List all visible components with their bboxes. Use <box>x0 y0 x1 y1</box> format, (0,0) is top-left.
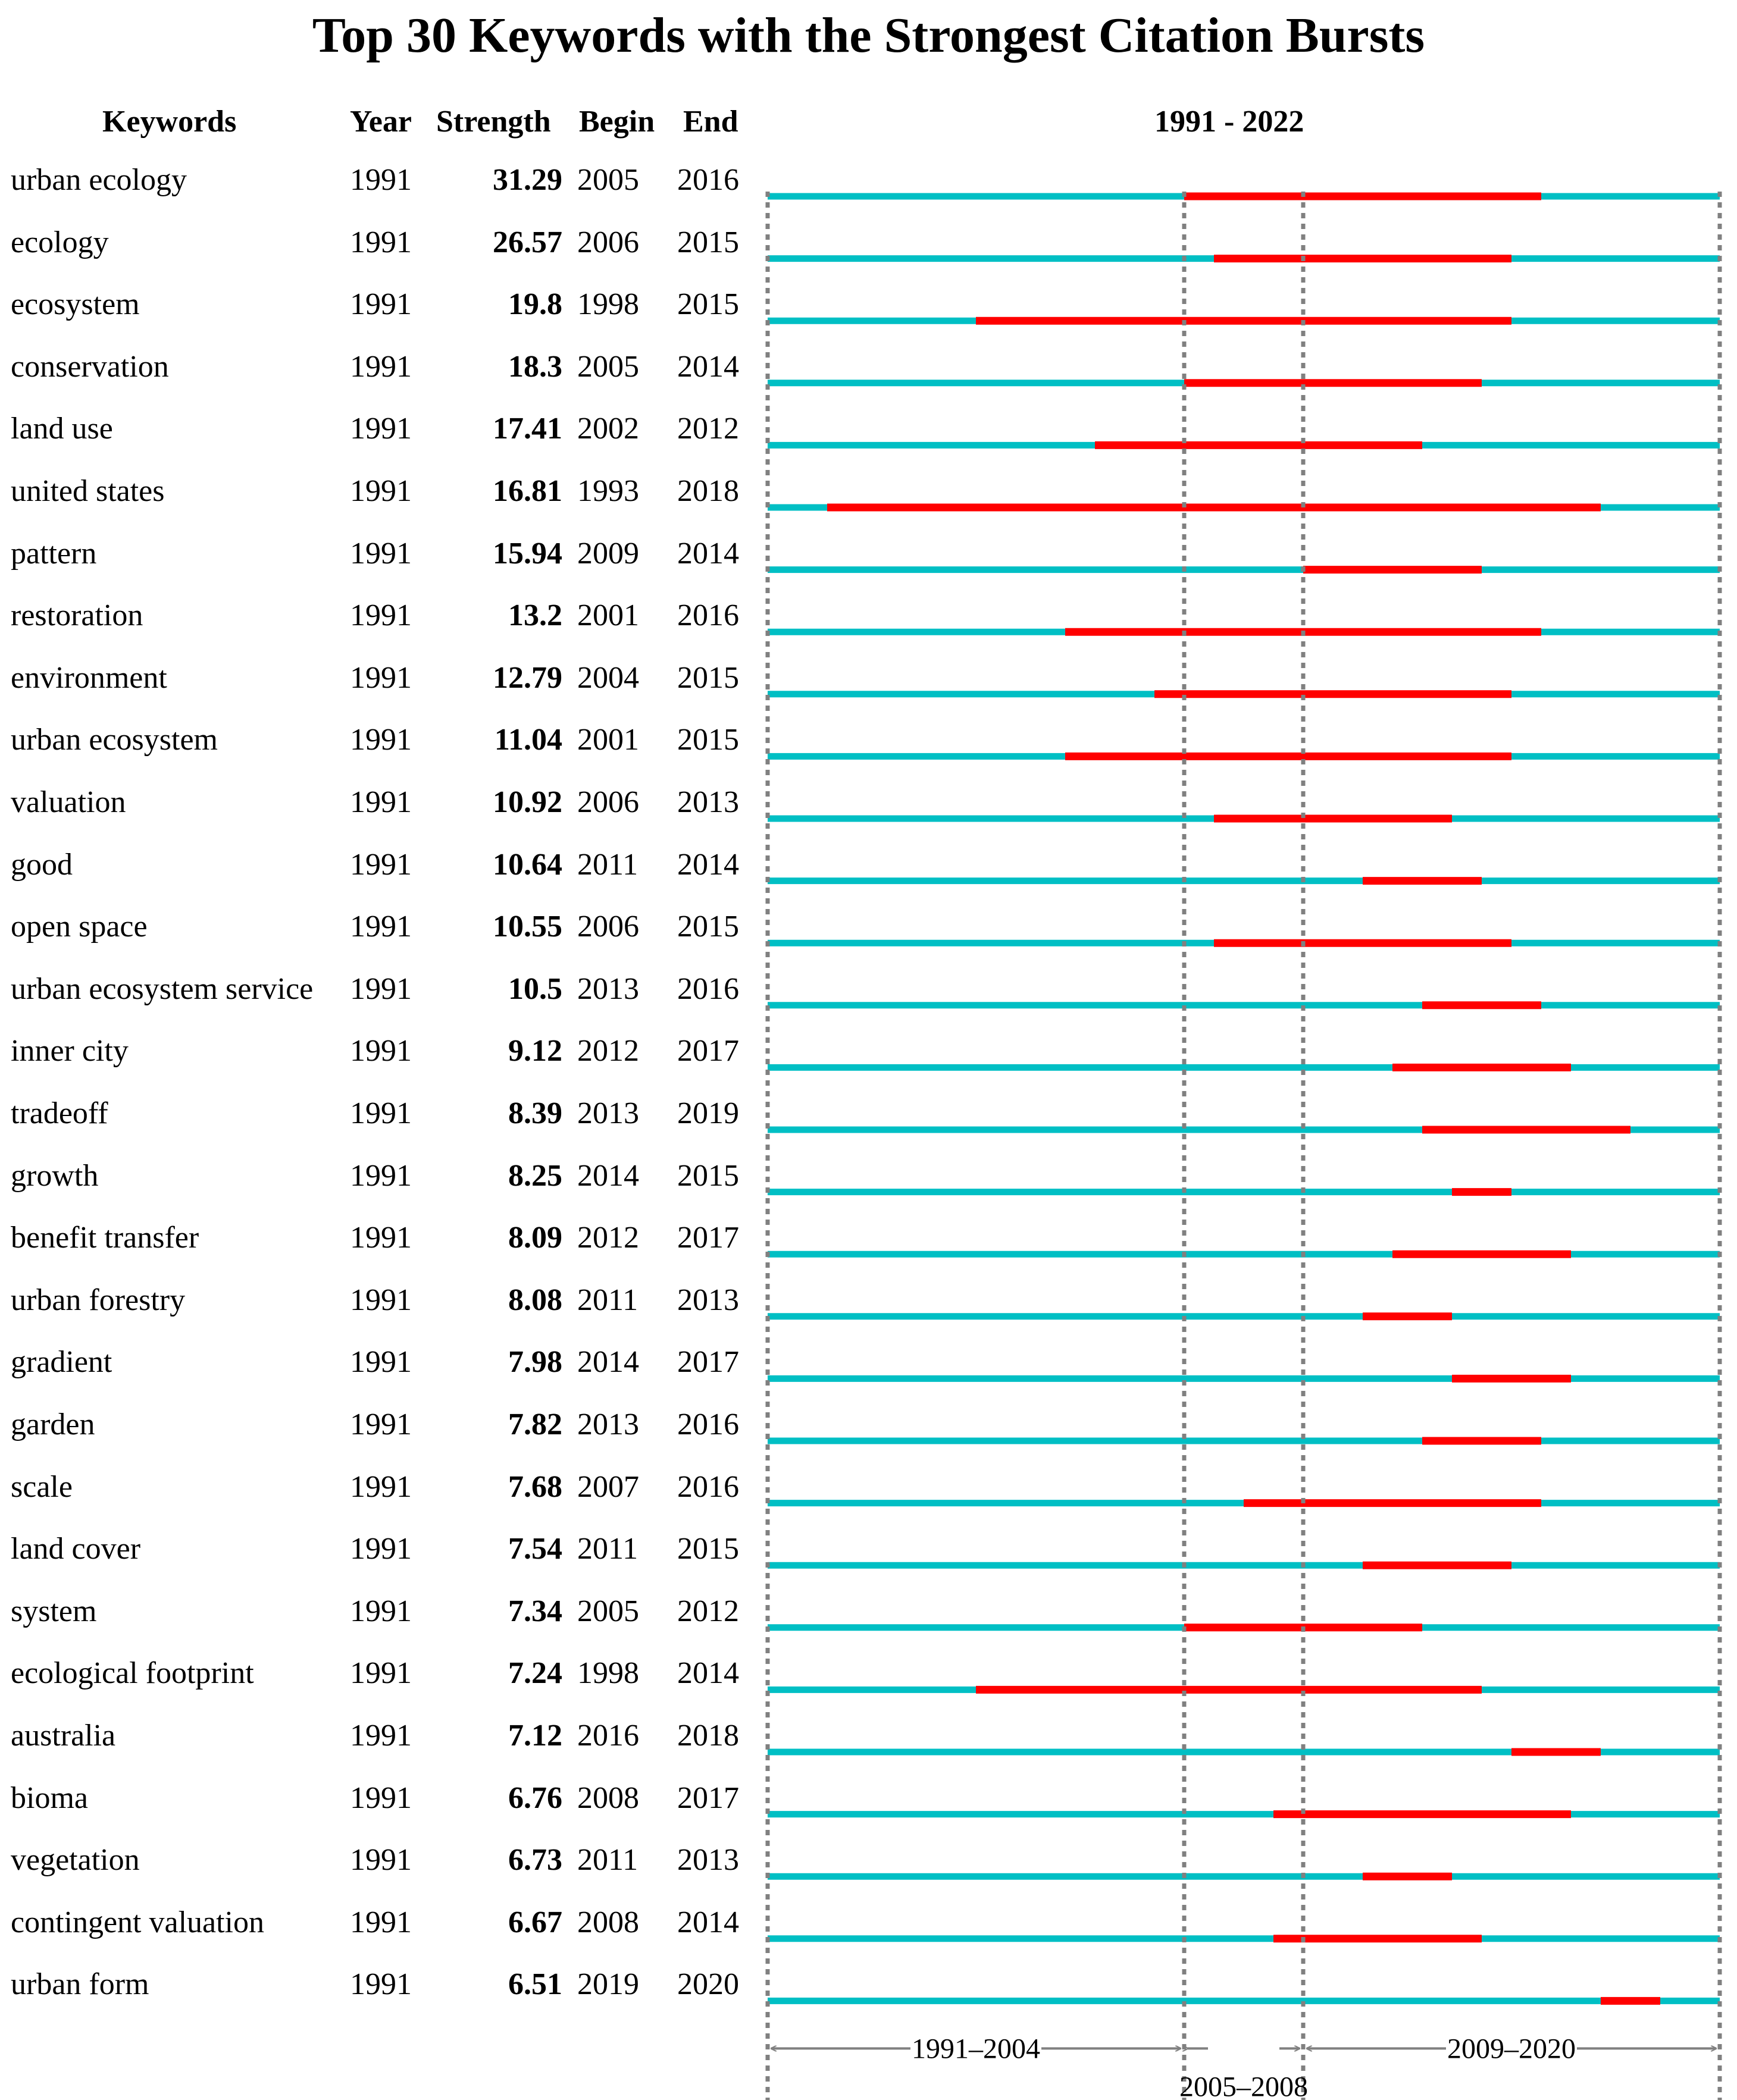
strength-value: 16.81 <box>493 474 562 508</box>
end-year: 2017 <box>677 1781 739 1815</box>
keyword-label: ecological footprint <box>11 1656 254 1691</box>
year-value: 1991 <box>350 287 412 322</box>
end-year: 2015 <box>677 287 739 322</box>
strength-value: 26.57 <box>493 225 562 259</box>
end-year: 2012 <box>677 412 739 446</box>
header-timeline-range: 1991 - 2022 <box>1154 105 1304 139</box>
strength-value: 7.98 <box>508 1345 562 1380</box>
keyword-label: urban form <box>11 1967 149 2002</box>
keyword-label: contingent valuation <box>11 1905 265 1939</box>
year-value: 1991 <box>350 660 412 695</box>
begin-year: 2009 <box>577 536 639 571</box>
begin-year: 2006 <box>577 785 639 819</box>
begin-year: 2013 <box>577 1096 639 1130</box>
begin-year: 2012 <box>577 1221 639 1255</box>
year-value: 1991 <box>350 1283 412 1317</box>
begin-year: 2006 <box>577 910 639 944</box>
strength-value: 8.39 <box>508 1096 562 1130</box>
end-year: 2017 <box>677 1221 739 1255</box>
keyword-label: ecosystem <box>11 287 140 322</box>
begin-year: 2004 <box>577 660 639 695</box>
keyword-label: land use <box>11 412 113 446</box>
end-year: 2014 <box>677 847 739 882</box>
begin-year: 1998 <box>577 287 639 322</box>
year-value: 1991 <box>350 1034 412 1068</box>
keyword-label: conservation <box>11 349 169 384</box>
end-year: 2016 <box>677 971 739 1006</box>
end-year: 2014 <box>677 1905 739 1939</box>
begin-year: 2013 <box>577 1408 639 1441</box>
year-value: 1991 <box>350 1345 412 1380</box>
strength-value: 7.82 <box>508 1408 562 1441</box>
header-year: Year <box>350 105 412 139</box>
end-year: 2016 <box>677 1408 739 1441</box>
end-year: 2012 <box>677 1594 739 1628</box>
keyword-label: united states <box>11 474 165 508</box>
keyword-label: good <box>11 847 73 882</box>
end-year: 2013 <box>677 1283 739 1317</box>
end-year: 2019 <box>677 1096 739 1130</box>
begin-year: 2011 <box>577 1843 639 1878</box>
year-value: 1991 <box>350 1656 412 1691</box>
strength-value: 9.12 <box>508 1034 562 1068</box>
begin-year: 2014 <box>577 1158 639 1193</box>
year-value: 1991 <box>350 1408 412 1441</box>
end-year: 2014 <box>677 349 739 384</box>
strength-value: 6.67 <box>508 1905 562 1939</box>
keyword-label: urban ecosystem <box>11 723 218 757</box>
keyword-label: environment <box>11 660 167 695</box>
begin-year: 2008 <box>577 1781 639 1815</box>
keyword-label: valuation <box>11 785 126 819</box>
strength-value: 7.54 <box>508 1532 562 1566</box>
strength-value: 8.25 <box>508 1158 562 1193</box>
strength-value: 10.55 <box>493 910 562 944</box>
year-value: 1991 <box>350 971 412 1006</box>
end-year: 2015 <box>677 225 739 259</box>
keyword-label: urban ecosystem service <box>11 971 314 1006</box>
end-year: 2013 <box>677 1843 739 1878</box>
begin-year: 2007 <box>577 1469 639 1504</box>
end-year: 2013 <box>677 785 739 819</box>
begin-year: 2014 <box>577 1345 639 1380</box>
end-year: 2016 <box>677 598 739 633</box>
year-value: 1991 <box>350 1096 412 1130</box>
begin-year: 2012 <box>577 1034 639 1068</box>
keyword-label: gradient <box>11 1345 112 1380</box>
year-value: 1991 <box>350 1905 412 1939</box>
year-value: 1991 <box>350 1158 412 1193</box>
begin-year: 2008 <box>577 1905 639 1939</box>
header-begin: Begin <box>579 105 655 139</box>
keyword-label: garden <box>11 1408 95 1441</box>
strength-value: 13.2 <box>508 598 562 633</box>
strength-value: 18.3 <box>508 349 562 384</box>
begin-year: 2001 <box>577 598 639 633</box>
strength-value: 6.76 <box>508 1781 562 1815</box>
begin-year: 2002 <box>577 412 639 446</box>
period-label: 1991–2004 <box>912 2033 1040 2065</box>
period-label: 2009–2020 <box>1447 2033 1576 2065</box>
keyword-label: restoration <box>11 598 143 633</box>
year-value: 1991 <box>350 910 412 944</box>
year-value: 1991 <box>350 1469 412 1504</box>
keyword-label: land cover <box>11 1532 141 1566</box>
strength-value: 10.64 <box>493 847 562 882</box>
end-year: 2015 <box>677 660 739 695</box>
end-year: 2015 <box>677 910 739 944</box>
begin-year: 2011 <box>577 847 639 882</box>
year-value: 1991 <box>350 598 412 633</box>
year-value: 1991 <box>350 723 412 757</box>
end-year: 2014 <box>677 1656 739 1691</box>
strength-value: 17.41 <box>493 412 562 446</box>
begin-year: 2011 <box>577 1532 639 1566</box>
end-year: 2016 <box>677 1469 739 1504</box>
begin-year: 2001 <box>577 723 639 757</box>
strength-value: 10.92 <box>493 785 562 819</box>
keyword-label: ecology <box>11 225 109 259</box>
end-year: 2020 <box>677 1967 739 2002</box>
strength-value: 7.68 <box>508 1469 562 1504</box>
keyword-label: growth <box>11 1158 99 1193</box>
year-value: 1991 <box>350 1221 412 1255</box>
keyword-label: inner city <box>11 1034 129 1068</box>
year-value: 1991 <box>350 1532 412 1566</box>
end-year: 2018 <box>677 1719 739 1753</box>
year-value: 1991 <box>350 349 412 384</box>
year-value: 1991 <box>350 536 412 571</box>
keyword-label: australia <box>11 1719 116 1753</box>
year-value: 1991 <box>350 1719 412 1753</box>
keyword-label: benefit transfer <box>11 1221 199 1255</box>
year-value: 1991 <box>350 785 412 819</box>
header-strength: Strength <box>436 105 551 139</box>
strength-value: 11.04 <box>494 723 562 757</box>
year-value: 1991 <box>350 847 412 882</box>
strength-value: 8.08 <box>508 1283 562 1317</box>
keyword-label: vegetation <box>11 1843 140 1878</box>
keyword-label: tradeoff <box>11 1096 108 1130</box>
begin-year: 2005 <box>577 1594 639 1628</box>
begin-year: 1993 <box>577 474 639 508</box>
end-year: 2015 <box>677 723 739 757</box>
keyword-label: system <box>11 1594 97 1628</box>
chart-title: Top 30 Keywords with the Strongest Citation Bursts <box>312 8 1425 63</box>
strength-value: 6.51 <box>508 1967 562 2002</box>
keyword-label: urban forestry <box>11 1283 186 1317</box>
year-value: 1991 <box>350 225 412 259</box>
end-year: 2016 <box>677 163 739 197</box>
strength-value: 6.73 <box>508 1843 562 1878</box>
strength-value: 7.12 <box>508 1719 562 1753</box>
keyword-label: scale <box>11 1469 73 1504</box>
header-keywords: Keywords <box>102 105 237 139</box>
end-year: 2015 <box>677 1158 739 1193</box>
begin-year: 2011 <box>577 1283 639 1317</box>
year-value: 1991 <box>350 412 412 446</box>
year-value: 1991 <box>350 1843 412 1878</box>
strength-value: 12.79 <box>493 660 562 695</box>
begin-year: 2016 <box>577 1719 639 1753</box>
keyword-label: urban ecology <box>11 163 187 197</box>
begin-year: 2005 <box>577 163 639 197</box>
period-label: 2005–2008 <box>1179 2071 1308 2100</box>
keyword-label: open space <box>11 910 148 944</box>
strength-value: 7.34 <box>508 1594 562 1628</box>
strength-value: 19.8 <box>508 287 562 322</box>
strength-value: 31.29 <box>493 163 562 197</box>
begin-year: 2006 <box>577 225 639 259</box>
begin-year: 1998 <box>577 1656 639 1691</box>
strength-value: 15.94 <box>493 536 562 571</box>
strength-value: 10.5 <box>508 971 562 1006</box>
end-year: 2018 <box>677 474 739 508</box>
end-year: 2015 <box>677 1532 739 1566</box>
header-end: End <box>683 105 738 139</box>
year-value: 1991 <box>350 163 412 197</box>
begin-year: 2005 <box>577 349 639 384</box>
year-value: 1991 <box>350 1781 412 1815</box>
strength-value: 7.24 <box>508 1656 562 1691</box>
keyword-label: pattern <box>11 536 97 571</box>
strength-value: 8.09 <box>508 1221 562 1255</box>
end-year: 2017 <box>677 1034 739 1068</box>
begin-year: 2019 <box>577 1967 639 2002</box>
keyword-label: bioma <box>11 1781 88 1815</box>
end-year: 2014 <box>677 536 739 571</box>
year-value: 1991 <box>350 1594 412 1628</box>
year-value: 1991 <box>350 474 412 508</box>
end-year: 2017 <box>677 1345 739 1380</box>
begin-year: 2013 <box>577 971 639 1006</box>
year-value: 1991 <box>350 1967 412 2002</box>
